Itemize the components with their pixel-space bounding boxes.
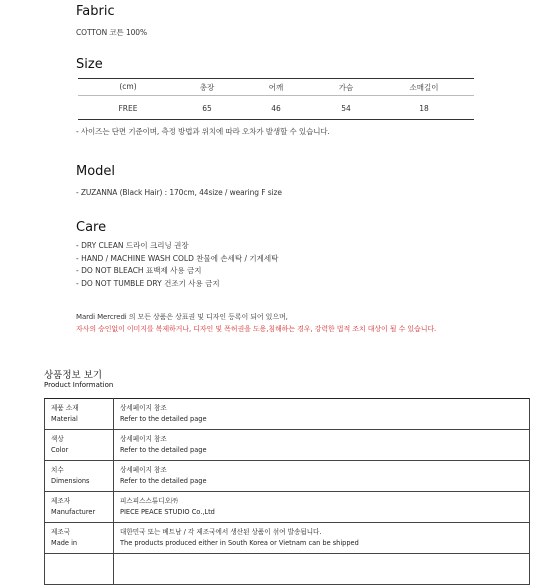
size-header-cell: 가슴 <box>338 83 354 92</box>
fabric-content: COTTON 코튼 100% <box>76 28 147 37</box>
size-row-cell: 18 <box>419 104 429 113</box>
value-en: Refer to the detailed page <box>120 415 207 423</box>
value-ko: 상세페이지 참조 <box>120 466 167 474</box>
size-row-cell: 46 <box>271 104 281 113</box>
table-row <box>45 430 530 461</box>
row-value <box>114 430 530 461</box>
size-title: Size <box>76 57 103 72</box>
row-value <box>114 492 530 523</box>
value-en: Refer to the detailed page <box>120 446 207 454</box>
size-header-cell: 총장 <box>199 83 215 92</box>
size-header-cell: (cm) <box>119 82 137 91</box>
product-info-table <box>44 398 530 585</box>
label-en: Color <box>51 446 69 454</box>
value-ko: 대한민국 또는 베트남 / 각 제조국에서 생산된 상품이 섞여 발송됩니다. <box>120 528 322 536</box>
size-row-cell: FREE <box>118 104 138 113</box>
model-title: Model <box>76 164 116 179</box>
value-ko: 피스피스스튜디오㈜ <box>120 497 178 505</box>
label-ko: 색상 <box>51 435 64 443</box>
value-en: The products produced either in South Korea or Vietnam can be shipped <box>120 539 359 547</box>
row-label <box>45 399 114 430</box>
notice-line-2: 자사의 승인없이 이미지를 복제하거나, 디자인 및 폭허권을 도용,침해하는 경우, 강력한 법적 조치 대상이 될 수 있습니다. <box>76 325 437 333</box>
care-list <box>76 240 278 290</box>
value-en: Refer to the detailed page <box>120 477 207 485</box>
care-item: - DO NOT BLEACH 표백제 사용 금지 <box>76 266 202 275</box>
row-value <box>114 461 530 492</box>
row-label <box>45 430 114 461</box>
row-label <box>45 523 114 554</box>
size-note: - 사이즈는 단면 기준이며, 측정 방법과 위치에 따라 오차가 발생할 수 있습니다. <box>76 127 330 136</box>
product-info-title: 상품정보 보기 <box>44 370 103 381</box>
value-en: PIECE PEACE STUDIO Co.,Ltd <box>120 508 215 516</box>
size-table-top-rule <box>78 78 474 79</box>
size-row-cell: 54 <box>341 104 351 113</box>
size-header-cell: 어깨 <box>268 83 284 92</box>
care-title: Care <box>76 220 107 235</box>
care-item: - DRY CLEAN 드라이 크리닝 권장 <box>76 241 189 250</box>
label-en: Material <box>51 415 78 423</box>
label-ko: 제조국 <box>51 528 71 536</box>
model-content: - ZUZANNA (Black Hair) : 170cm, 44size / wearing F size <box>76 188 282 197</box>
product-info-subtitle: Product Information <box>44 381 114 389</box>
row-value <box>114 399 530 430</box>
label-en: Dimensions <box>51 477 90 485</box>
row-label <box>45 461 114 492</box>
size-header-cell: 소매길이 <box>409 83 439 92</box>
table-row <box>45 492 530 523</box>
label-ko: 제품 소재 <box>51 404 79 412</box>
value-ko: 상세페이지 참조 <box>120 435 167 443</box>
row-value <box>114 523 530 554</box>
size-table-divider <box>78 95 474 96</box>
care-item: - HAND / MACHINE WASH COLD 찬물에 손세탁 / 기계세탁 <box>76 253 279 263</box>
fabric-title: Fabric <box>76 4 115 19</box>
table-row <box>45 461 530 492</box>
table-row <box>45 399 530 430</box>
label-en: Manufacturer <box>51 508 96 516</box>
label-ko: 제조자 <box>51 497 71 505</box>
care-item: - DO NOT TUMBLE DRY 건조기 사용 금지 <box>76 278 220 288</box>
row-value <box>114 554 530 585</box>
size-table-bottom-rule <box>78 119 474 120</box>
size-row-cell: 65 <box>202 104 212 113</box>
row-label <box>45 492 114 523</box>
label-ko: 치수 <box>51 466 64 474</box>
notice-line-1: Mardi Mercredi 의 모든 상품은 상표권 및 디자인 등록이 되어 있으며, <box>76 313 288 321</box>
table-row <box>45 554 530 585</box>
value-ko: 상세페이지 참조 <box>120 404 167 412</box>
table-row <box>45 523 530 554</box>
row-label <box>45 554 114 585</box>
label-en: Made in <box>51 539 78 547</box>
